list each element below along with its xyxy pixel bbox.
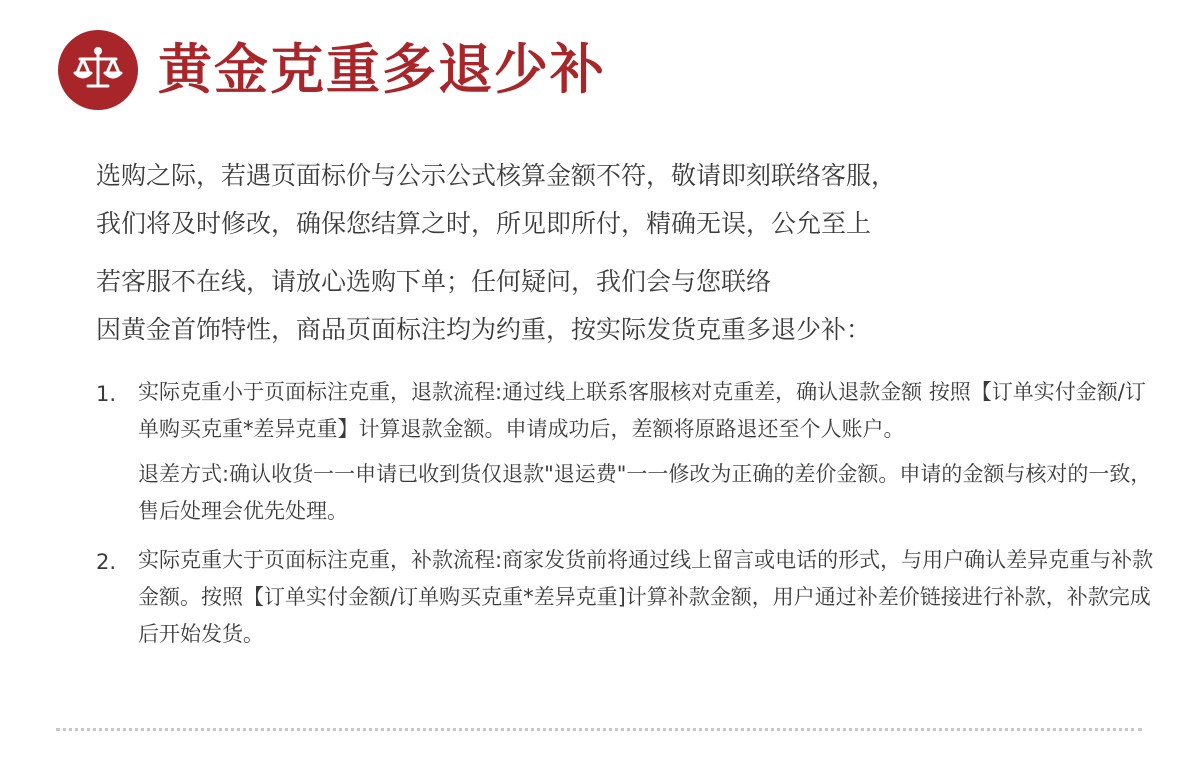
page-title: 黄金克重多退少补 [158,38,606,101]
item-number: 2. [96,550,117,574]
item-number: 1. [96,382,117,406]
header [58,28,606,112]
intro-line: 选购之际，若遇页面标价与公示公式核算金额不符，敬请即刻联络客服， [96,161,897,190]
scale-icon [58,30,138,110]
intro-line: 我们将及时修改，确保您结算之时，所见即所付，精确无误，公允至上 [96,209,872,238]
item-text: 实际克重大于页面标注克重，补款流程:商家发货前将通过线上留言或电话的形式，与用户确认差异克重与补款金额。按照【订单实付金额/订单购买克重*差异克重]计算补款金额，用户通过补差价链接进行补款，补款完成后开始发货。 [138,548,1154,646]
rules-list [96,374,1156,653]
dotted-divider [56,728,1142,731]
list-item [96,542,1156,653]
intro-text [96,152,1156,354]
list-item [96,374,1156,448]
intro-line: 因黄金首饰特性，商品页面标注均为约重，按实际发货克重多退少补： [96,315,872,344]
refund-method-note: 退差方式:确认收货一一申请已收到货仅退款"退运费"一一修改为正确的差价金额。申请的金额与核对的一致，售后处理会优先处理。 [138,462,1152,523]
intro-line: 若客服不在线，请放心选购下单；任何疑问，我们会与您联络 [96,267,772,296]
item-text: 实际克重小于页面标注克重，退款流程:通过线上联系客服核对克重差，确认退款金额 按照【订单实付金额/订单购买克重*差异克重】计算退款金额。申请成功后，差额将原路退还至个人账户。 [138,380,1146,441]
